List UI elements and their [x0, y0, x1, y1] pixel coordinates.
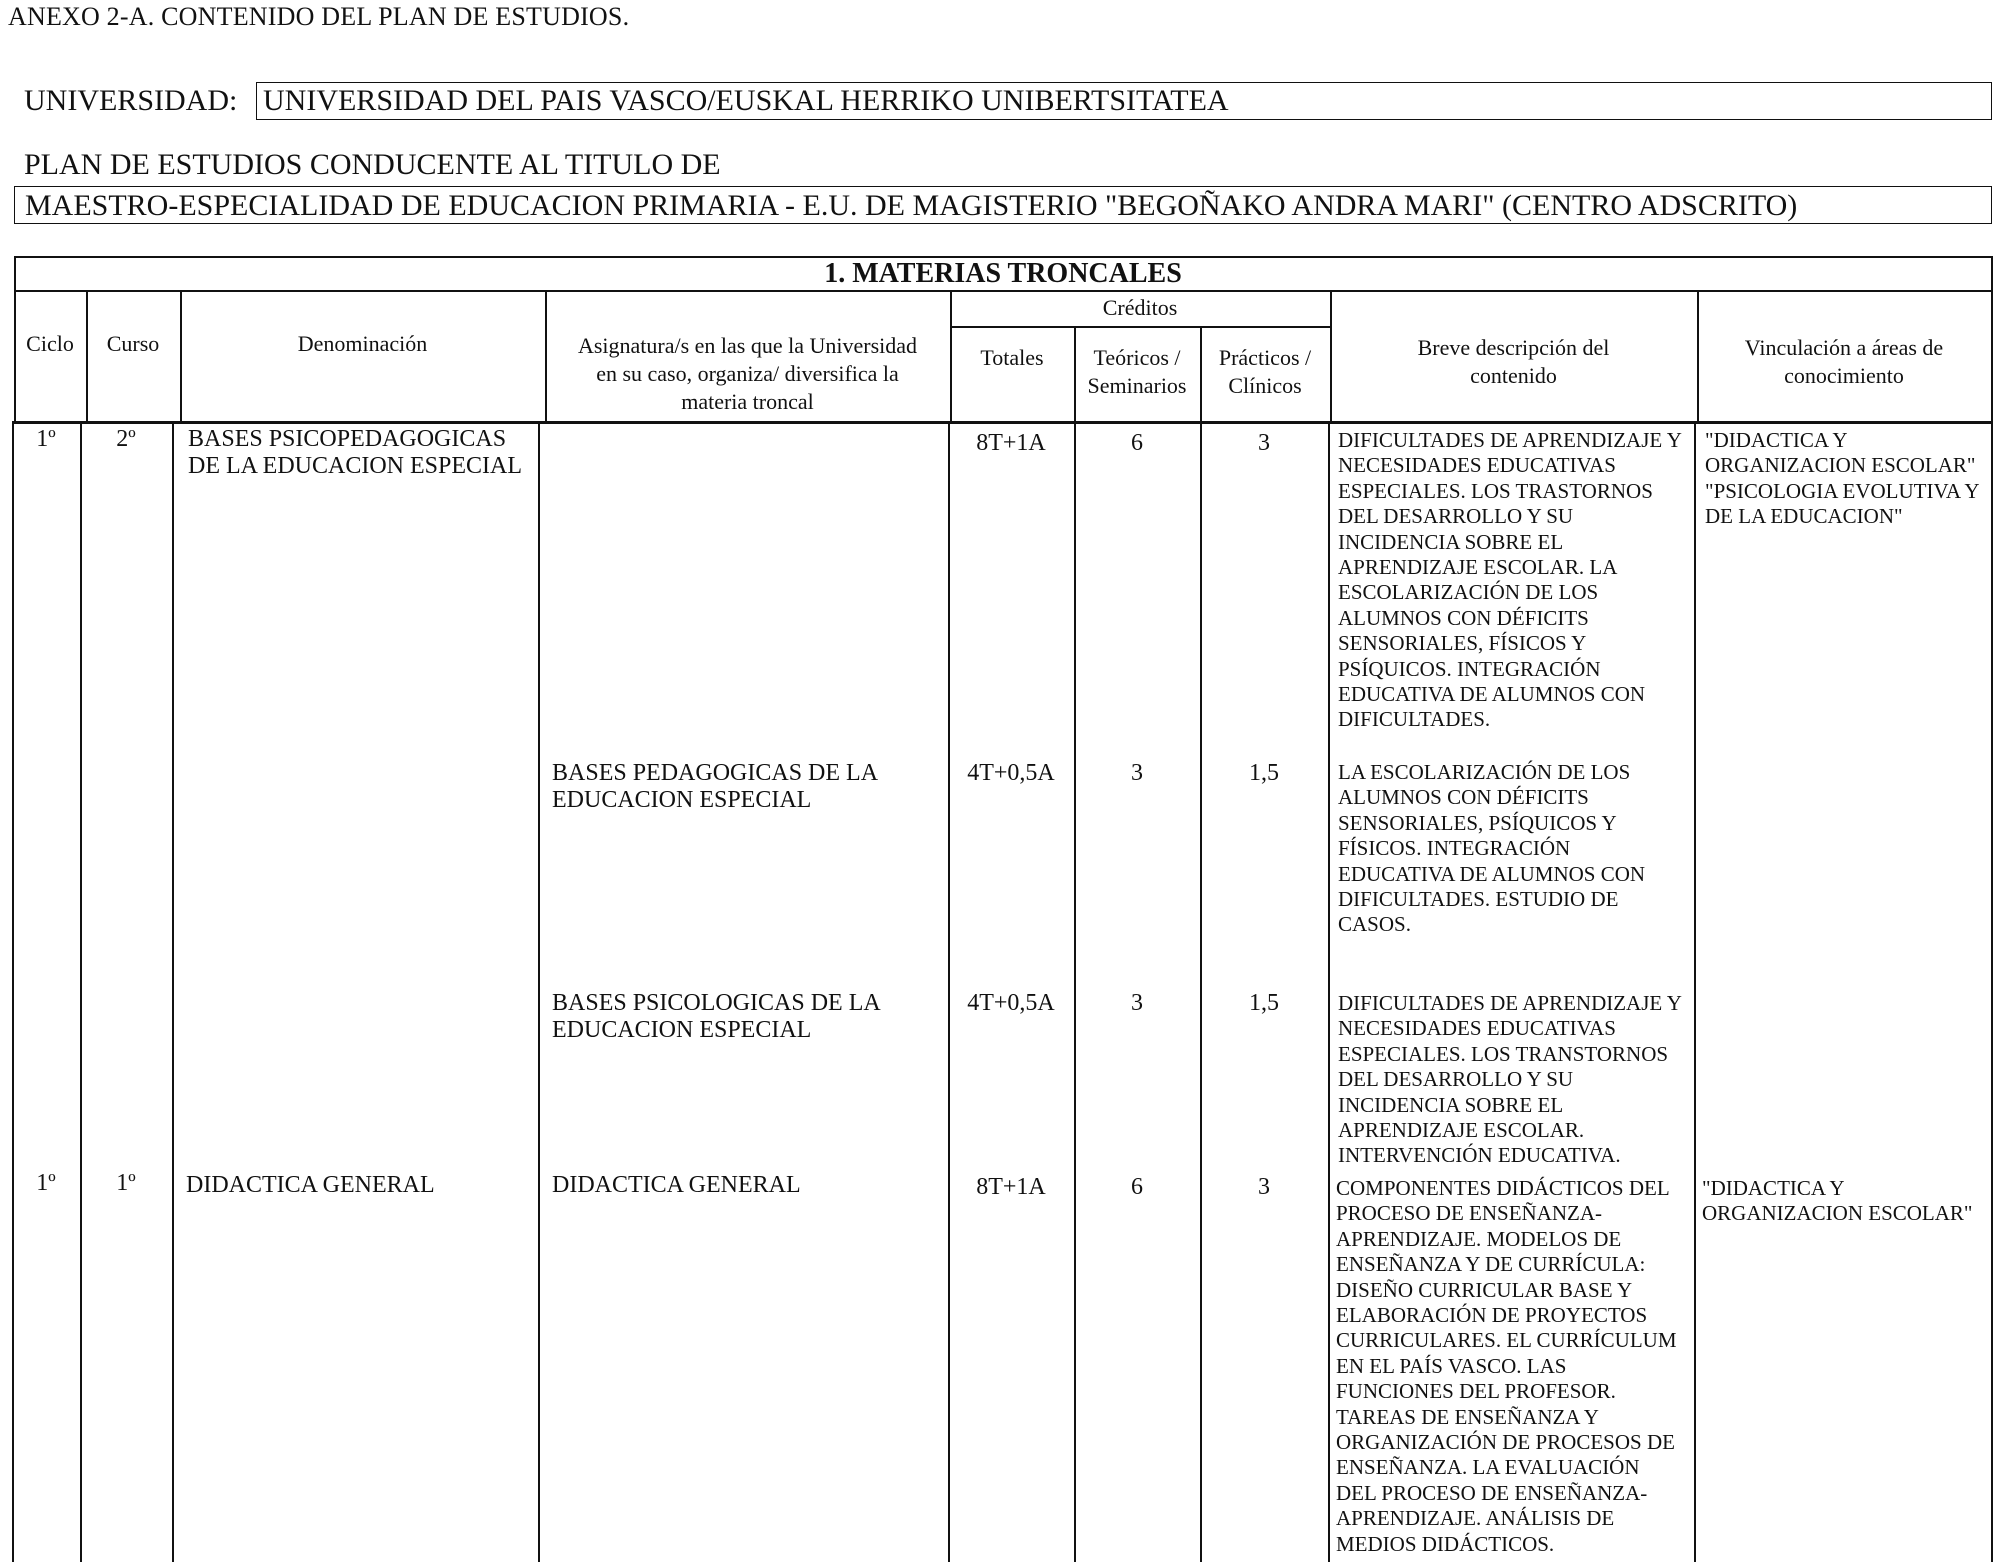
cell-teoricos: 3: [1131, 990, 1143, 1016]
university-field: UNIVERSIDAD DEL PAIS VASCO/EUSKAL HERRIKO UNIBERTSITATEA: [256, 82, 1992, 120]
plan-field: MAESTRO-ESPECIALIDAD DE EDUCACION PRIMARIA - E.U. DE MAGISTERIO "BEGOÑAKO ANDRA MARI" (CENTRO ADSCRITO): [14, 186, 1992, 224]
document-title: ANEXO 2-A. CONTENIDO DEL PLAN DE ESTUDIOS.: [8, 2, 630, 31]
cell-practicos: 3: [1258, 430, 1270, 456]
cell-vinculacion: "DIDACTICA Y ORGANIZACION ESCOLAR" "PSICOLOGIA EVOLUTIVA Y DE LA EDUCACION": [1705, 428, 1980, 529]
header-denominacion: Denominación: [297, 331, 428, 356]
university-label: UNIVERSIDAD:: [24, 84, 238, 117]
plan-label: PLAN DE ESTUDIOS CONDUCENTE AL TITULO DE: [24, 148, 721, 181]
cell-totales: 8T+1A: [976, 1174, 1046, 1200]
header-practicos: Prácticos / Clínicos: [1218, 345, 1312, 398]
cell-totales: 4T+0,5A: [967, 760, 1055, 786]
cell-asignatura: BASES PEDAGOGICAS DE LA EDUCACION ESPECIAL: [552, 760, 879, 813]
header-curso: Curso: [106, 331, 160, 356]
cell-vinculacion: "DIDACTICA Y ORGANIZACION ESCOLAR": [1702, 1176, 1973, 1226]
cell-asignatura: BASES PSICOLOGICAS DE LA EDUCACION ESPECIAL: [552, 990, 881, 1043]
cell-asignatura: DIDACTICA GENERAL: [552, 1172, 801, 1198]
cell-curso: 2º: [116, 426, 136, 452]
cell-teoricos: 3: [1131, 760, 1143, 786]
cell-descripcion: COMPONENTES DIDÁCTICOS DEL PROCESO DE ENSEÑANZA- APRENDIZAJE. MODELOS DE ENSEÑANZA Y DE CURRÍCULA: DISEÑO CURRICULAR BASE Y ELABORACIÓN DE PROYECTOS CURRICULARES. EL CURRÍCULUM EN EL PAÍS VASCO. LAS FUNCIONES DEL PROFESOR. TAREAS DE ENSEÑANZA Y ORGANIZACIÓN DE PROCESOS DE ENSEÑANZA. LA EVALUACIÓN DEL PROCESO DE ENSEÑANZA- APRENDIZAJE. ANÁLISIS DE MEDIOS DIDÁCTICOS.: [1336, 1176, 1677, 1556]
cell-ciclo: 1º: [36, 426, 56, 452]
cell-teoricos: 6: [1131, 430, 1143, 456]
header-vinculacion: Vinculación a áreas de conocimiento: [1744, 335, 1944, 388]
cell-descripcion: DIFICULTADES DE APRENDIZAJE Y NECESIDADES EDUCATIVAS ESPECIALES. LOS TRASTORNOS DEL DESARROLLO Y SU INCIDENCIA SOBRE EL APRENDIZAJE ESCOLAR. LA ESCOLARIZACIÓN DE LOS ALUMNOS CON DÉFICITS SENSORIALES, FÍSICOS Y PSÍQUICOS. INTEGRACIÓN EDUCATIVA DE ALUMNOS CON DIFICULTADES.: [1338, 428, 1682, 732]
cell-ciclo: 1º: [36, 1170, 56, 1196]
header-teoricos: Teóricos / Seminarios: [1087, 345, 1187, 398]
header-creditos: Créditos: [1102, 295, 1178, 320]
cell-totales: 8T+1A: [976, 430, 1046, 456]
header-descripcion: Breve descripción del contenido: [1417, 335, 1610, 388]
cell-teoricos: 6: [1131, 1174, 1143, 1200]
cell-curso: 1º: [116, 1170, 136, 1196]
cell-denominacion: BASES PSICOPEDAGOGICAS DE LA EDUCACION ESPECIAL: [188, 426, 522, 479]
header-totales: Totales: [980, 345, 1044, 370]
cell-practicos: 3: [1258, 1174, 1270, 1200]
cell-practicos: 1,5: [1249, 760, 1279, 786]
cell-practicos: 1,5: [1249, 990, 1279, 1016]
header-ciclo: Ciclo: [26, 331, 74, 356]
cell-descripcion: LA ESCOLARIZACIÓN DE LOS ALUMNOS CON DÉFICITS SENSORIALES, PSÍQUICOS Y FÍSICOS. INTEGRACIÓN EDUCATIVA DE ALUMNOS CON DIFICULTADES. ESTUDIO DE CASOS.: [1338, 760, 1646, 937]
cell-totales: 4T+0,5A: [967, 990, 1055, 1016]
cell-denominacion: DIDACTICA GENERAL: [186, 1172, 435, 1198]
section-title: 1. MATERIAS TRONCALES: [824, 258, 1182, 289]
cell-descripcion: DIFICULTADES DE APRENDIZAJE Y NECESIDADES EDUCATIVAS ESPECIALES. LOS TRANSTORNOS DEL DESARROLLO Y SU INCIDENCIA SOBRE EL APRENDIZAJE ESCOLAR. INTERVENCIÓN EDUCATIVA.: [1338, 991, 1682, 1168]
header-asignatura: Asignatura/s en las que la Universidad en su caso, organiza/ diversifica la materia troncal: [577, 333, 918, 414]
